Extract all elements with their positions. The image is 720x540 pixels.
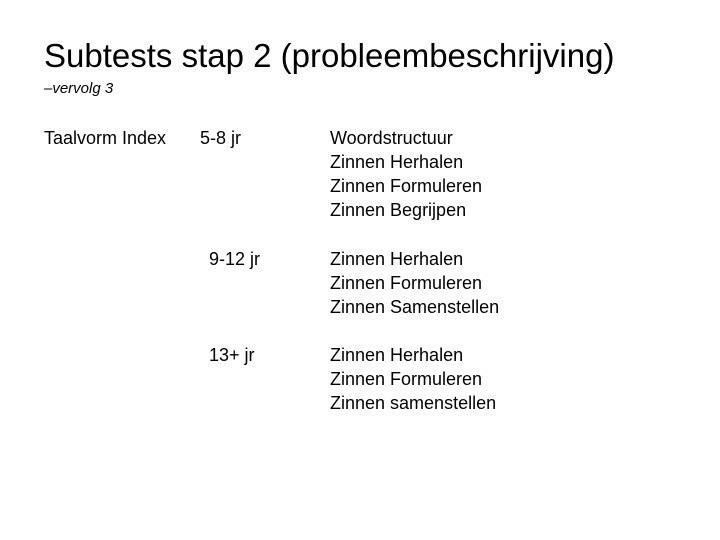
slide-subtitle: –vervolg 3 [44, 80, 114, 97]
slide-title: Subtests stap 2 (probleembeschrijving) [44, 37, 615, 74]
subtest-item: Zinnen Herhalen [330, 249, 464, 269]
subtest-item: Zinnen Herhalen [330, 152, 464, 172]
section-label: Taalvorm Index [44, 128, 167, 148]
subtest-list [330, 126, 482, 222]
subtest-item: Zinnen Begrijpen [330, 200, 467, 220]
age-group-label: 9-12 jr [209, 249, 261, 269]
subtest-item: Zinnen Formuleren [330, 273, 483, 293]
subtest-list [330, 247, 499, 319]
age-group-label: 5-8 jr [200, 128, 242, 148]
subtest-item: Zinnen Formuleren [330, 176, 483, 196]
subtest-item: Zinnen Herhalen [330, 345, 464, 365]
subtest-list [330, 343, 496, 415]
subtest-item: Woordstructuur [330, 128, 453, 148]
subtest-item: Zinnen samenstellen [330, 393, 497, 413]
subtest-item: Zinnen Samenstellen [330, 297, 500, 317]
subtest-item: Zinnen Formuleren [330, 369, 483, 389]
age-group-label: 13+ jr [209, 345, 255, 365]
